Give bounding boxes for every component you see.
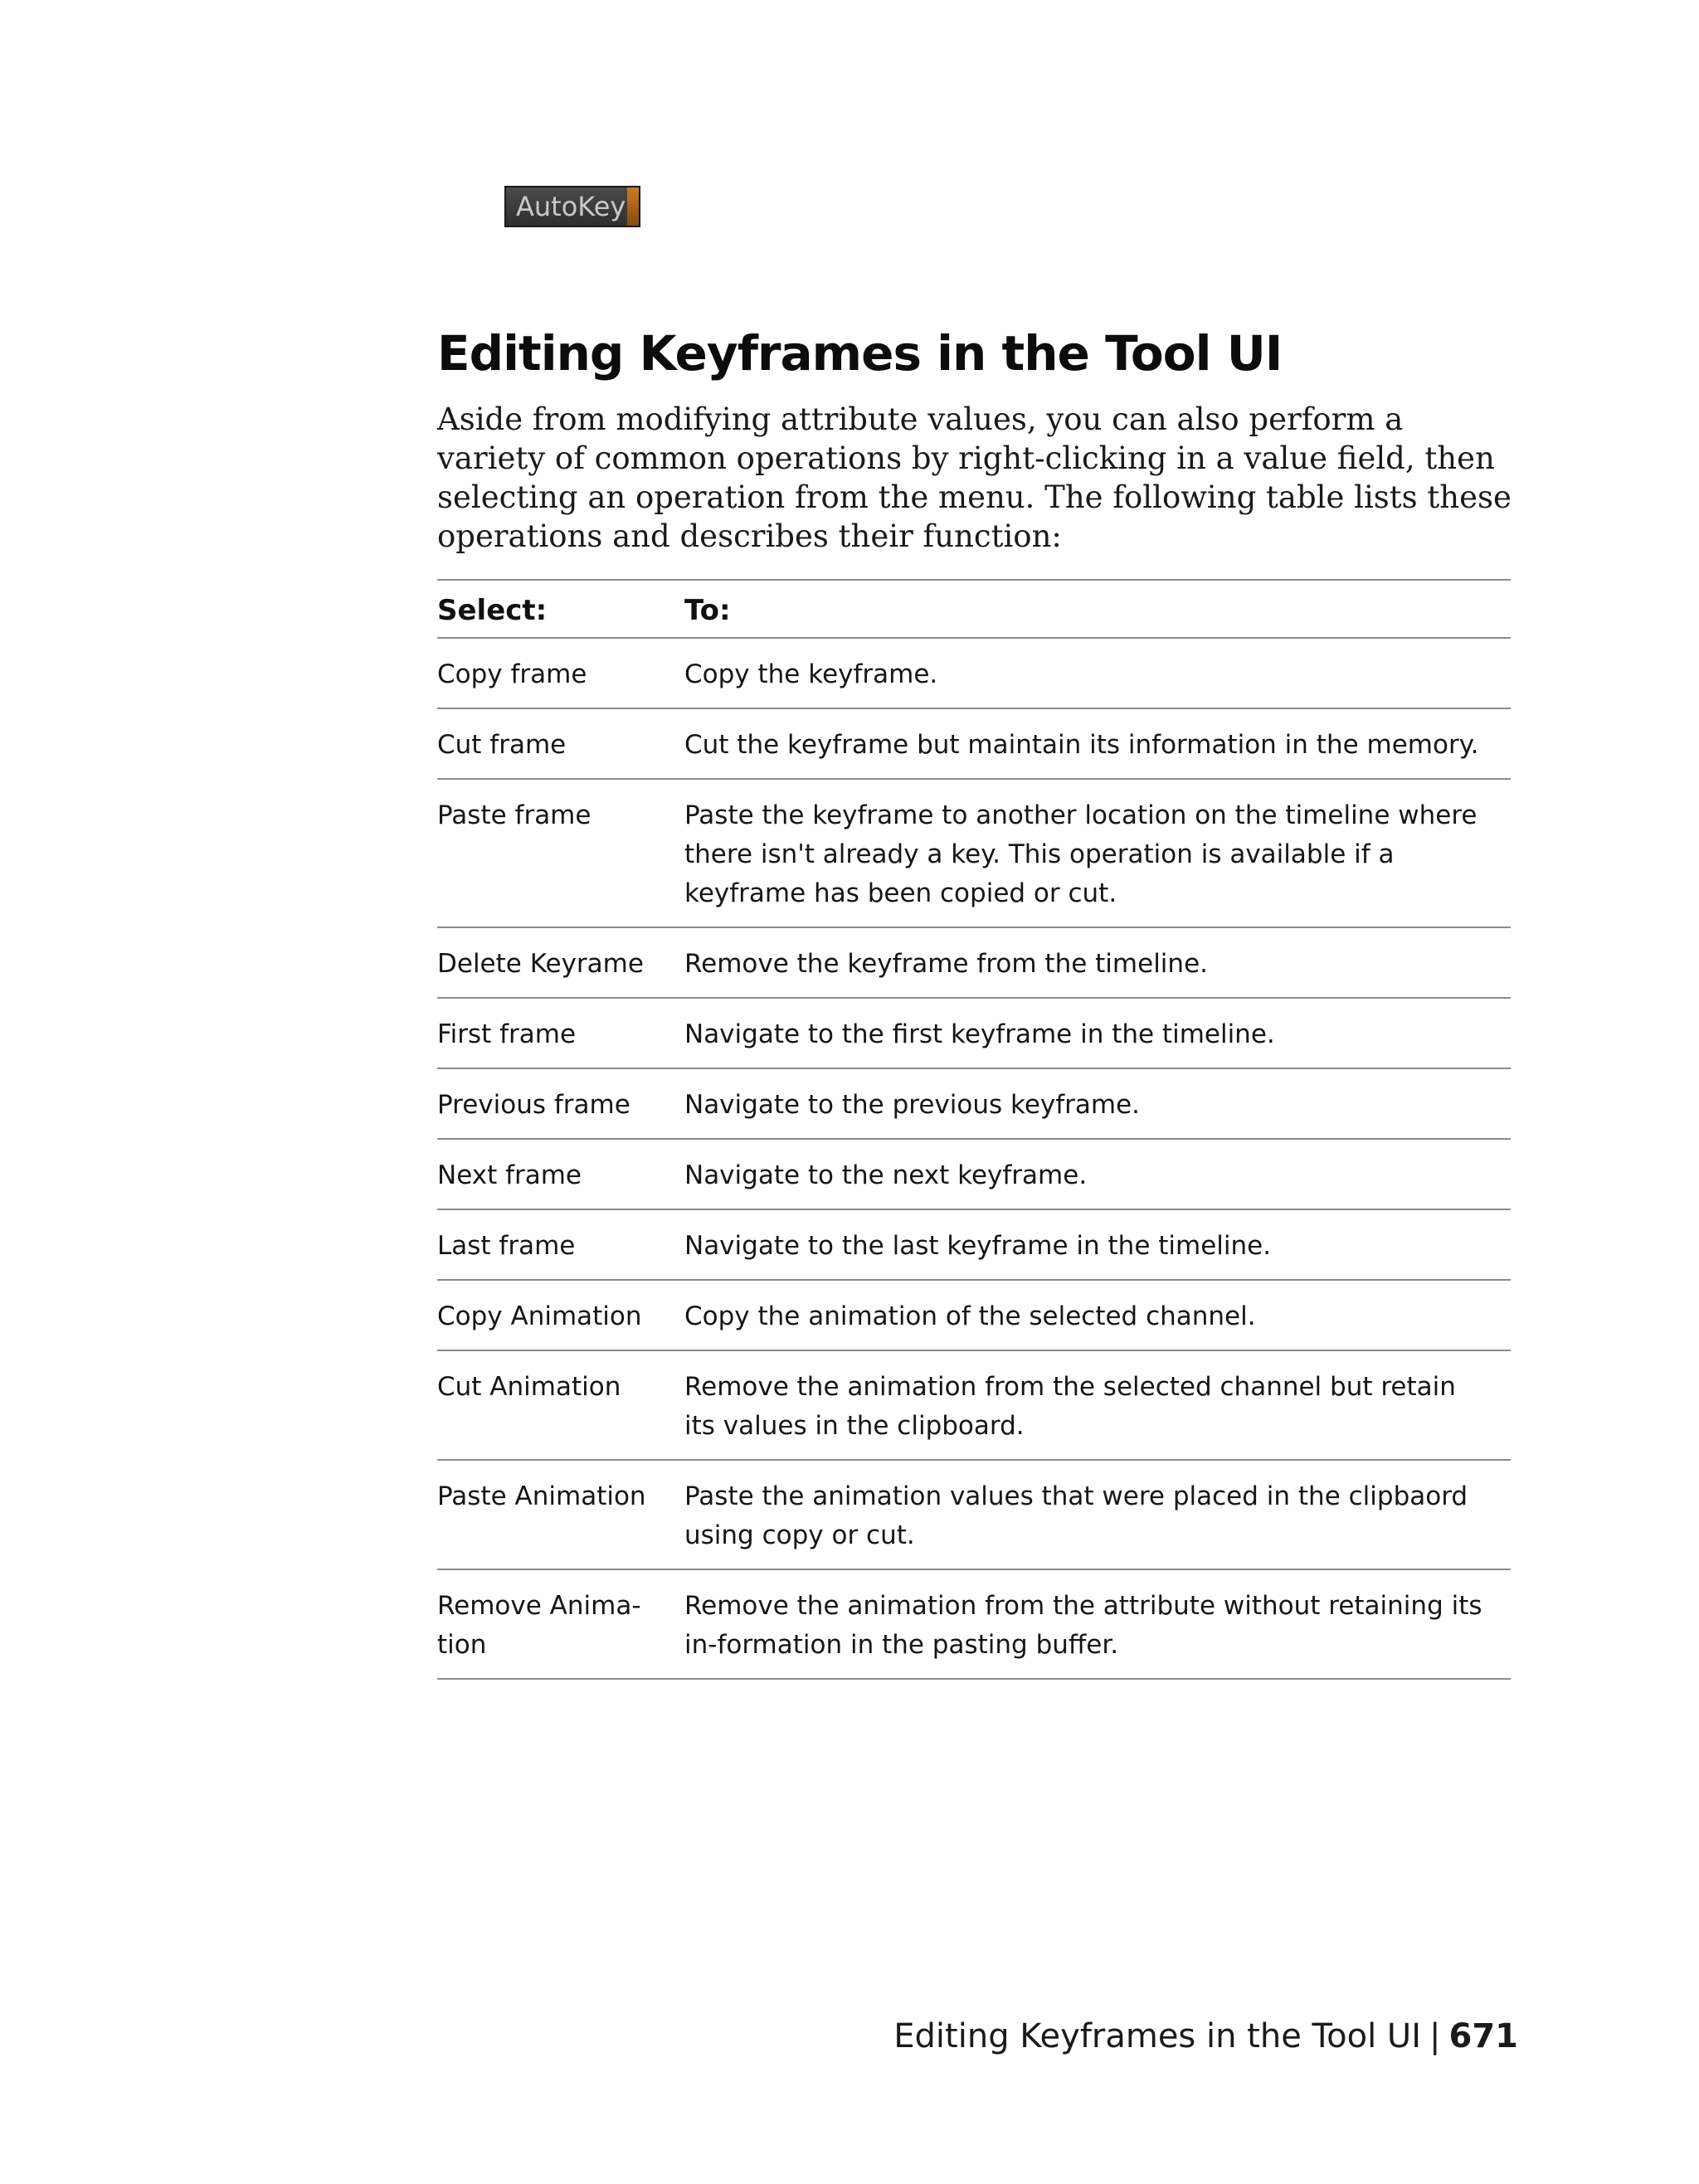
table-row bbox=[437, 709, 1511, 780]
intro-paragraph: Aside from modifying attribute values, you can also perform a variety of common operations by right-clicking in a value field, then selecting an operation from the menu. The following table lists these operations and describes their function: bbox=[437, 401, 1512, 554]
table-cell-description: Cut the keyframe but maintain its information in the memory. bbox=[684, 730, 1479, 760]
table-cell-description: Copy the keyframe. bbox=[684, 659, 938, 689]
table-cell-description: Remove the animation from the selected channel but retain its values in the clipboard. bbox=[684, 1372, 1456, 1441]
section-heading: Editing Keyframes in the Tool UI bbox=[437, 325, 1283, 382]
table-row bbox=[437, 639, 1511, 709]
table-row bbox=[437, 1461, 1511, 1570]
table-cell-description: Navigate to the first keyframe in the timeline. bbox=[684, 1019, 1275, 1049]
footer-section-title: Editing Keyframes in the Tool UI bbox=[893, 2017, 1422, 2055]
table-header-row bbox=[437, 581, 1511, 639]
table-cell-description: Copy the animation of the selected channel. bbox=[684, 1301, 1256, 1331]
table-row bbox=[437, 1570, 1511, 1680]
operations-table bbox=[437, 579, 1511, 1680]
table-cell-select: Delete Keyrame bbox=[437, 949, 644, 979]
autokey-label: AutoKey bbox=[516, 191, 626, 222]
table-cell-description: Navigate to the last keyframe in the timeline. bbox=[684, 1231, 1272, 1261]
table-header-to: To: bbox=[684, 594, 731, 627]
table-row bbox=[437, 1069, 1511, 1140]
table-row bbox=[437, 1210, 1511, 1281]
table-cell-description: Remove the keyframe from the timeline. bbox=[684, 949, 1208, 979]
table-cell-select: Copy Animation bbox=[437, 1301, 642, 1331]
table-cell-description: Paste the keyframe to another location on the timeline where there isn't already a key. This operation is available if a keyframe has been copied or cut. bbox=[684, 800, 1477, 908]
table-row bbox=[437, 999, 1511, 1069]
table-cell-select: Paste Animation bbox=[437, 1481, 646, 1511]
table-cell-select: Remove Anima-tion bbox=[437, 1591, 641, 1660]
table-header-select: Select: bbox=[437, 594, 548, 627]
table-cell-select: Paste frame bbox=[437, 800, 591, 830]
autokey-button bbox=[504, 186, 640, 227]
table-cell-select: Next frame bbox=[437, 1160, 582, 1190]
table-row bbox=[437, 780, 1511, 928]
table-cell-select: First frame bbox=[437, 1019, 577, 1049]
page-footer bbox=[893, 2017, 1518, 2055]
table-row bbox=[437, 1281, 1511, 1351]
table-cell-description: Paste the animation values that were placed in the clipbaord using copy or cut. bbox=[684, 1481, 1468, 1550]
page-number: 671 bbox=[1448, 2017, 1518, 2055]
table-cell-select: Copy frame bbox=[437, 659, 587, 689]
footer-separator: | bbox=[1429, 2017, 1441, 2055]
table-cell-select: Previous frame bbox=[437, 1090, 630, 1120]
table-row bbox=[437, 928, 1511, 999]
table-cell-description: Navigate to the previous keyframe. bbox=[684, 1090, 1141, 1120]
table-cell-description: Remove the animation from the attribute without retaining its in-formation in the pasting buffer. bbox=[684, 1591, 1482, 1660]
table-cell-select: Cut Animation bbox=[437, 1372, 621, 1402]
table-row bbox=[437, 1351, 1511, 1461]
table-cell-select: Last frame bbox=[437, 1231, 576, 1261]
table-cell-description: Navigate to the next keyframe. bbox=[684, 1160, 1088, 1190]
table-row bbox=[437, 1140, 1511, 1210]
table-cell-select: Cut frame bbox=[437, 730, 567, 760]
autokey-indicator-icon bbox=[627, 187, 639, 226]
